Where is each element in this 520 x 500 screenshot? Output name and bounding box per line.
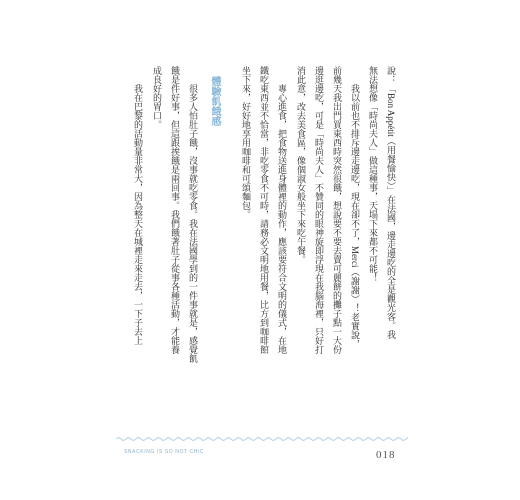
section-heading: 體驗飢餓感 bbox=[209, 76, 220, 126]
text-column: 我在巴黎的活動量非常大，因為整天在城裡走來走去，一下子去上 bbox=[133, 84, 143, 345]
text-column: 消此意，改去美食區，像個淑女般坐下來吃午餐。 bbox=[296, 66, 306, 264]
running-title: SNACKING IS SO NOT CHIC bbox=[124, 449, 205, 455]
text-column: 餓是件好事，但這跟挨餓是兩回事。我們餓著肚子從事各種活動，才能養 bbox=[170, 66, 180, 354]
page-number: 018 bbox=[376, 449, 396, 461]
text-column: 說：「Bon Appétit（用餐愉快）」在法國，邊走邊吃的全是觀光客。我 bbox=[386, 66, 396, 340]
text-column: 很多人怕肚子餓，沒事就吃零食。我在法國學到的一件事就是，感覺飢 bbox=[188, 84, 198, 363]
wavy-divider bbox=[116, 434, 408, 444]
text-column: 鐵吃東西並不恰當，非吃零食不可時，請務必文明地用餐，比方到咖啡館 bbox=[259, 66, 269, 354]
text-column: 我以前也不排斥邊走邊吃，現在卻不了，Merci（謝謝）！老實說， bbox=[350, 84, 360, 349]
text-column: 前幾天我出門買東西時突然很餓，想說要不要去賣可麗餅的攤子點一大份 bbox=[332, 66, 342, 354]
text-column: 專心進食，把食物送進身體裡的動作，應該要符合文明的儀式，在地 bbox=[277, 84, 287, 354]
text-column: 邊逛邊吃，可是「時尚夫人」不贊同的眼神旋即浮現在我腦海裡，只好打 bbox=[314, 66, 324, 354]
text-column: 成良好的胃口。 bbox=[152, 66, 162, 129]
text-column: 坐下來，好好地享用咖啡和可頌麵包。 bbox=[241, 66, 251, 219]
text-column: 無法想像「時尚夫人」做這種事，天塌下來都不可能！ bbox=[368, 66, 378, 282]
